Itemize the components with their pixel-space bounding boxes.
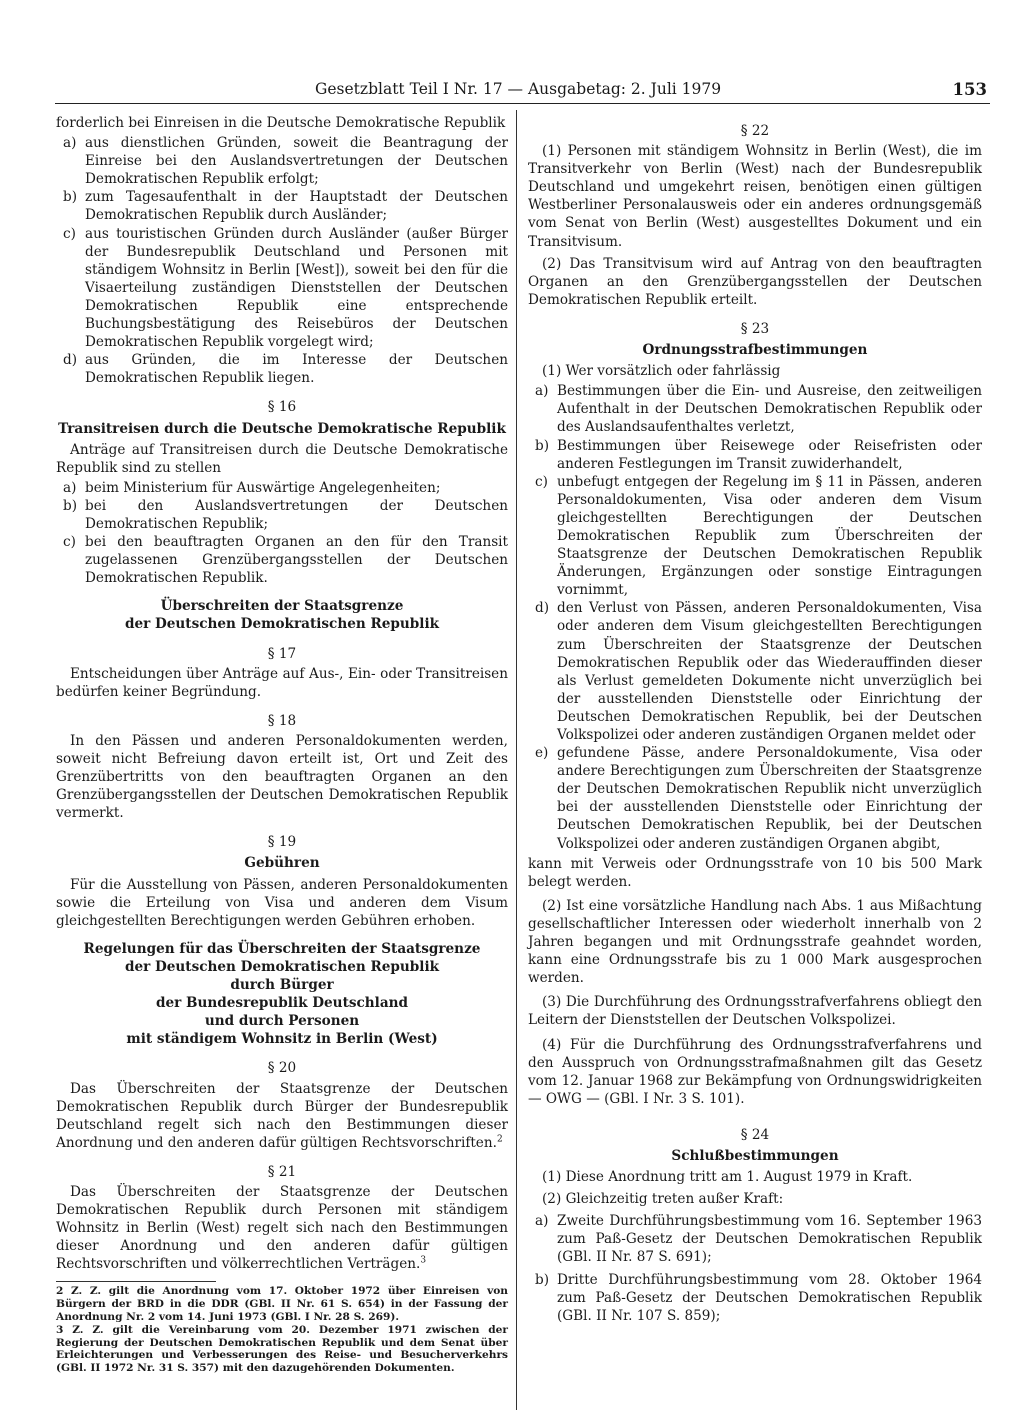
item-text: bei den beauftragten Organen an den für den Transit zugelassenen Grenzübergangsstellen der Deutschen Demokratischen Republik. [85, 534, 508, 587]
item-label: b) [535, 1271, 550, 1288]
item-label: d) [535, 600, 550, 617]
list-item [56, 533, 508, 587]
item-text: beim Ministerium für Auswärtige Angelegenheiten; [85, 479, 441, 496]
paragraph-text-23-1: (1) Wer vorsätzlich oder fahrlässig [542, 363, 781, 380]
paragraph-text-20 [56, 1080, 508, 1152]
heading-line: und durch Personen [204, 1013, 360, 1030]
item-text: den Verlust von Pässen, anderen Personaldokumenten, Visa oder anderen dem Visum gleichgestellten Berechtigungen zum Überschreiten der Staatsgrenze der Deutschen Demokratischen Republik oder das Wiederauffinden dieser als Verlust gemeldeten Dokumente nicht unverzüglich bei der ausstellenden Dienststelle oder Einrichtung der Deutschen Demokratischen Republik, bei der Deutschen Volkspolizei oder anderen zuständigen Organen meldet oder [557, 600, 982, 743]
list-item [528, 599, 982, 744]
column-divider [516, 110, 517, 1410]
heading-line: Regelungen für das Überschreiten der Staatsgrenze [83, 940, 481, 957]
item-text: bei den Auslandsvertretungen der Deutschen Demokratischen Republik; [85, 497, 508, 532]
paragraph-text-19: Für die Ausstellung von Pässen, anderen Personaldokumenten sowie die Erteilung von Visa und anderen dem Visum gleichgestellten Berechtigungen werden Gebühren erhoben. [56, 876, 508, 929]
section-heading-regulations [56, 940, 508, 1049]
list-item [528, 1271, 982, 1325]
item-text: Dritte Durchführungsbestimmung vom 28. Oktober 1964 zum Paß-Gesetz der Deutschen Demokratischen Republik (GBl. II Nr. 107 S. 859); [557, 1271, 982, 1324]
paragraph-text-22-2: (2) Das Transitvisum wird auf Antrag von den beauftragten Organen an den Grenzübergangsstellen der Deutschen Demokratischen Republik erteilt. [528, 255, 982, 308]
footnote-ref: 3 [420, 1255, 427, 1266]
list-item [56, 497, 508, 533]
item-text: Bestimmungen über Reisewege oder Reisefristen oder anderen Festlegungen im Transit zuwiderhandelt, [557, 437, 982, 472]
right-column [528, 114, 982, 1327]
heading-line: durch Bürger [230, 977, 334, 994]
list-item [56, 351, 508, 387]
paragraph-title-16: Transitreisen durch die Deutsche Demokratische Republik [58, 420, 506, 437]
intro-list [56, 134, 508, 387]
paragraph-number-24: § 24 [740, 1126, 770, 1143]
paragraph-text-23-2: (2) Ist eine vorsätzliche Handlung nach Abs. 1 aus Mißachtung gesellschaftlicher Interessen oder wiederholt innerhalb von 2 Jahren begangen und mit Ordnungsstrafe geahndet worden, kann eine Ordnungsstrafe bis zu 1 000 Mark ausgesprochen werden. [528, 897, 982, 987]
paragraph-number-16: § 16 [267, 399, 297, 416]
p23-list [528, 382, 982, 852]
list-item [528, 473, 982, 600]
item-text: aus touristischen Gründen durch Ausländer (außer Bürger der Bundesrepublik Deutschland und Personen mit ständigem Wohnsitz in Berlin [West]), soweit bei den für die Visaerteilung zuständigen Dienststellen der Deutschen Demokratischen Republik eine entsprechende Buchungsbestätigung des Reisebüros der Deutschen Demokratischen Republik vorgelegt wird; [85, 225, 508, 351]
item-label: a) [535, 1213, 549, 1230]
paragraph-text-23-1-end: kann mit Verweis oder Ordnungsstrafe von 10 bis 500 Mark belegt werden. [528, 855, 982, 890]
paragraph-text-17: Entscheidungen über Anträge auf Aus-, Ein- oder Transitreisen bedürfen keiner Begründung. [56, 665, 508, 700]
list-item [528, 437, 982, 473]
item-text: unbefugt entgegen der Regelung im § 11 in Pässen, anderen Personaldokumenten, Visa oder anderen dem Visum gleichgestellten Berechtigungen der Deutschen Demokratischen Republik zum Überschreiten der Staatsgrenze der Deutschen Demokratischen Republik Änderungen, Ergänzungen oder sonstige Eintragungen vornimmt, [557, 473, 982, 599]
paragraph-number-17: § 17 [267, 645, 297, 662]
list-item [528, 1212, 982, 1266]
item-label: b) [63, 497, 78, 514]
paragraph-text-23-3: (3) Die Durchführung des Ordnungsstrafverfahrens obliegt den Leitern der Dienststellen der Deutschen Volkspolizei. [528, 994, 982, 1029]
paragraph-text-22-1: (1) Personen mit ständigem Wohnsitz in Berlin (West), die im Transitverkehr von Berlin (West) nach der Bundesrepublik Deutschland und umgekehrt reisen, benötigen einen gültigen Westberliner Personalausweis oder ein anderes ordnungsgemäß vom Senat von Berlin (West) ausgestelltes Dokument und ein Transitvisum. [528, 143, 982, 250]
paragraph-text-16: Anträge auf Transitreisen durch die Deutsche Demokratische Republik sind zu stellen [56, 441, 508, 476]
item-text: Zweite Durchführungsbestimmung vom 16. September 1963 zum Paß-Gesetz der Deutschen Demokratischen Republik (GBl. II Nr. 87 S. 691); [557, 1213, 982, 1266]
heading-line: der Bundesrepublik Deutschland [155, 995, 409, 1012]
item-text: zum Tagesaufenthalt in der Hauptstadt der Deutschen Demokratischen Republik durch Ausländer; [85, 189, 508, 224]
section-heading-border-crossing [56, 597, 508, 633]
item-label: c) [535, 473, 548, 490]
header-rule [55, 103, 990, 104]
paragraph-title-23: Ordnungsstrafbestimmungen [642, 342, 868, 359]
list-item [56, 479, 508, 497]
item-label: e) [535, 745, 549, 762]
footnote-rule [56, 1281, 216, 1282]
paragraph-number-23: § 23 [740, 320, 770, 337]
footnote-3: 3 Z. Z. gilt die Vereinbarung vom 20. Dezember 1971 zwischen der Regierung der Deutschen Demokratischen Republik und dem Senat über Erleichterungen und Verbesserungen des Reise- und Besucherverkehrs (GBl. II 1972 Nr. 31 S. 357) mit den dazugehörenden Dokumenten. [56, 1324, 508, 1374]
list-item [56, 225, 508, 352]
item-label: c) [63, 225, 76, 242]
page-header [55, 80, 990, 102]
p16-list [56, 479, 508, 588]
paragraph-title-24: Schlußbestimmungen [671, 1147, 839, 1164]
item-text: Bestimmungen über die Ein- und Ausreise, den zeitweiligen Aufenthalt in der Deutschen Demokratischen Republik oder des Auslandsaufenthaltes verletzt, [557, 383, 982, 436]
item-label: b) [535, 437, 550, 454]
paragraph-number-22: § 22 [740, 123, 770, 139]
item-label: b) [63, 189, 78, 206]
heading-line: mit ständigem Wohnsitz in Berlin (West) [126, 1031, 438, 1048]
item-label: a) [63, 135, 77, 152]
intro-text: forderlich bei Einreisen in die Deutsche Demokratische Republik [56, 115, 506, 131]
paragraph-text-18: In den Pässen und anderen Personaldokumenten werden, soweit nicht Befreiung davon erteilt ist, Ort und Zeit des Grenzübertritts von den beauftragten Organen an den Grenzübergangsstellen der Deutschen Demokratischen Republik vermerkt. [56, 732, 508, 822]
footnote-2: 2 Z. Z. gilt die Anordnung vom 17. Oktober 1972 über Einreisen von Bürgern der BRD in die DDR (GBl. II Nr. 61 S. 654) in der Fassung der Anordnung Nr. 2 vom 14. Juni 1973 (GBl. I Nr. 28 S. 269). [56, 1285, 508, 1323]
item-label: c) [63, 534, 76, 551]
p24-list [528, 1212, 982, 1325]
list-item [528, 382, 982, 436]
list-item [528, 744, 982, 853]
left-column [56, 114, 508, 1376]
paragraph-text-21 [56, 1183, 508, 1273]
paragraph-number-18: § 18 [267, 712, 297, 729]
paragraph-number-21: § 21 [267, 1163, 297, 1180]
item-text: aus Gründen, die im Interesse der Deutschen Demokratischen Republik liegen. [85, 352, 508, 387]
footnote-ref: 2 [496, 1134, 503, 1145]
paragraph-title-19: Gebühren [244, 855, 320, 872]
item-text: gefundene Pässe, andere Personaldokumente, Visa oder andere Berechtigungen zum Überschreiten der Staatsgrenze der Deutschen Demokratischen Republik nicht unverzüglich bei der ausstellenden Dienststelle oder Einrichtung der Deutschen Demokratischen Republik, bei der Deutschen Volkspolizei oder anderen zuständigen Organen abgibt, [557, 745, 982, 852]
list-item [56, 188, 508, 224]
heading-line: der Deutschen Demokratischen Republik [124, 616, 440, 633]
item-label: a) [63, 479, 77, 496]
item-label: a) [535, 383, 549, 400]
paragraph-text-24-1: (1) Diese Anordnung tritt am 1. August 1979 in Kraft. [542, 1169, 913, 1186]
item-label: d) [63, 352, 78, 369]
paragraph-body: Das Überschreiten der Staatsgrenze der Deutschen Demokratischen Republik durch Bürger der Bundesrepublik Deutschland regelt sich nach den Bestimmungen dieser Anordnung und den anderen dafür gültigen Rechtsvorschriften. [56, 1080, 508, 1151]
paragraph-number-20: § 20 [267, 1060, 297, 1077]
heading-line: der Deutschen Demokratischen Republik [124, 958, 440, 975]
running-head: Gesetzblatt Teil I Nr. 17 — Ausgabetag: 2. Juli 1979 [315, 80, 722, 98]
item-text: aus dienstlichen Gründen, soweit die Beantragung der Einreise bei den Auslandsvertretungen der Deutschen Demokratischen Republik erfolgt; [85, 135, 508, 188]
heading-line: Überschreiten der Staatsgrenze [160, 598, 404, 615]
list-item [56, 134, 508, 188]
paragraph-text-24-2: (2) Gleichzeitig treten außer Kraft: [542, 1191, 784, 1208]
paragraph-text-23-4: (4) Für die Durchführung des Ordnungsstrafverfahrens und den Ausspruch von Ordnungsstrafmaßnahmen gilt das Gesetz vom 12. Januar 1968 zur Bekämpfung von Ordnungswidrigkeiten — OWG — (GBl. I Nr. 3 S. 101). [528, 1036, 982, 1107]
paragraph-body: Das Überschreiten der Staatsgrenze der Deutschen Demokratischen Republik durch Personen mit ständigem Wohnsitz in Berlin (West) regelt sich nach den Bestimmungen dieser Anordnung und den anderen dafür gültigen Rechtsvorschriften und völkerrechtlichen Verträgen. [56, 1183, 508, 1273]
paragraph-number-19: § 19 [267, 834, 297, 851]
page-number: 153 [952, 80, 987, 99]
